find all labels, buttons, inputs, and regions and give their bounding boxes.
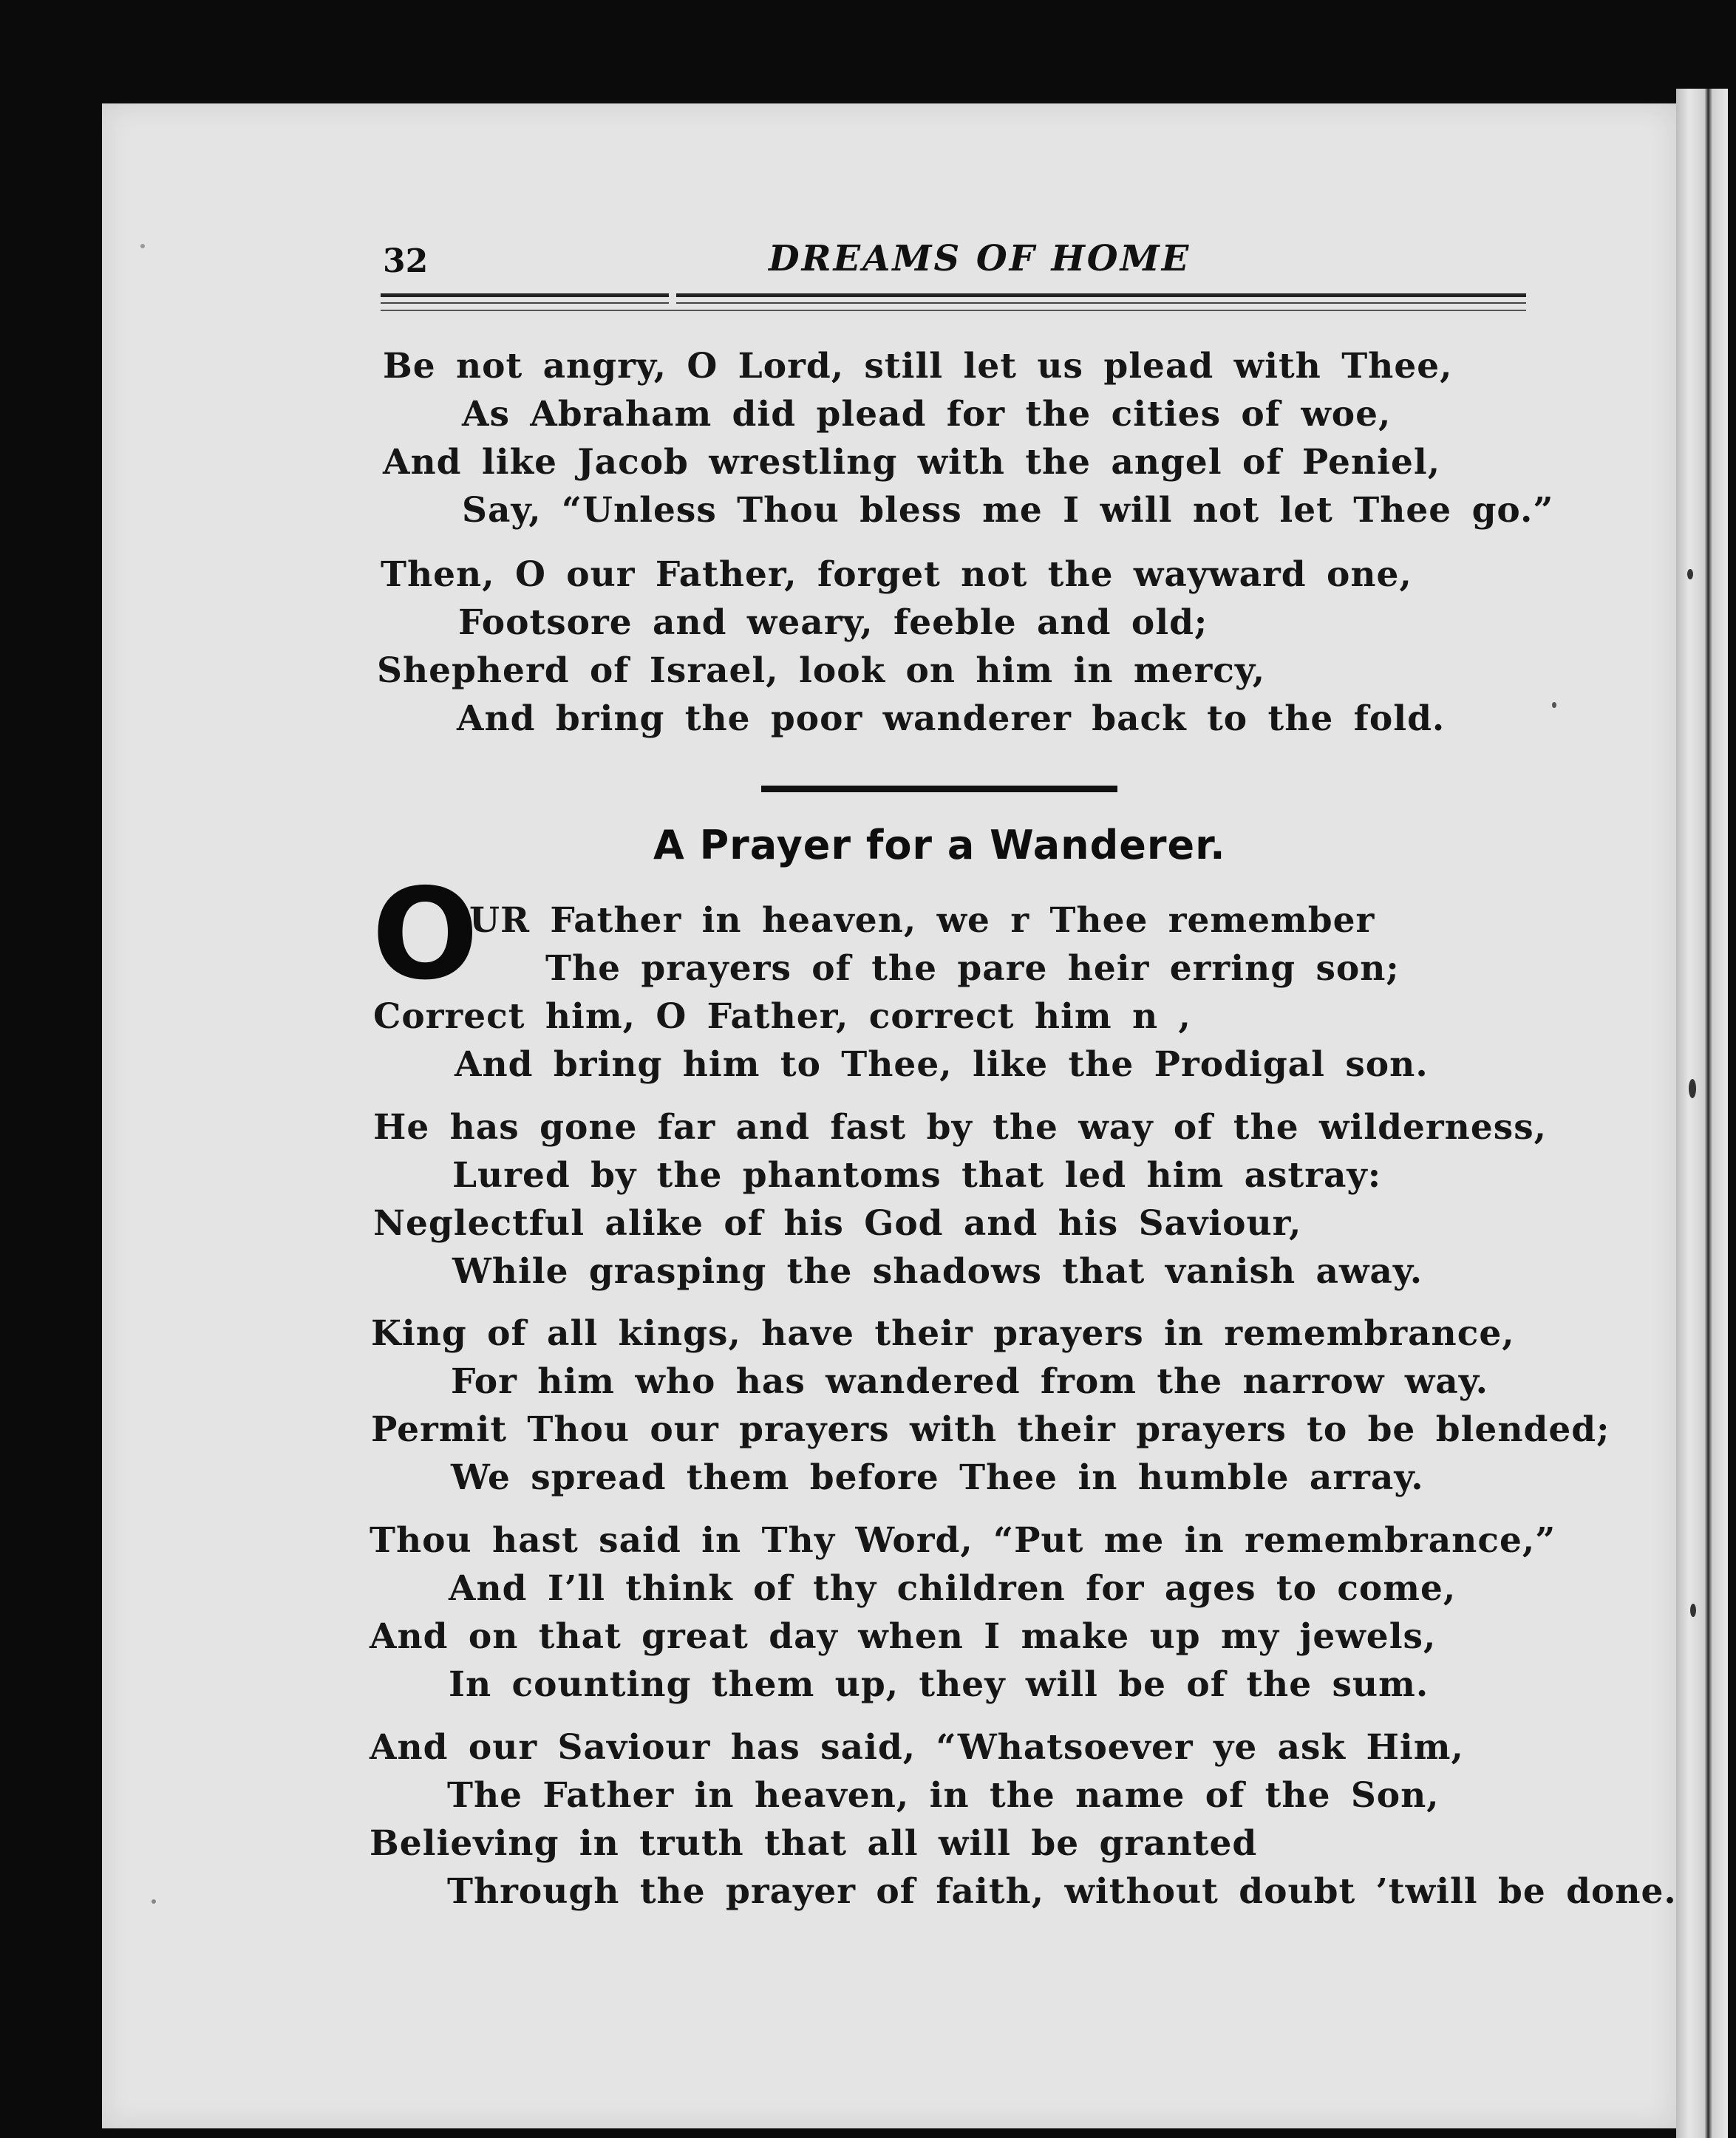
scan-speck — [1690, 1604, 1696, 1617]
poem-line: Footsore and weary, feeble and old; — [458, 602, 1208, 643]
poem-line: Say, “Unless Thou bless me I will not let Thee go.” — [462, 490, 1554, 531]
poem-line: King of all kings, have their prayers in remembrance, — [371, 1313, 1515, 1354]
header-rule — [676, 302, 1526, 304]
drop-cap: O — [372, 862, 479, 1008]
poem-line: Neglectful alike of his God and his Saviour, — [373, 1203, 1302, 1244]
scan-speck — [1552, 702, 1556, 708]
scan-speck — [152, 1899, 156, 1904]
poem-line: And on that great day when I make up my jewels, — [370, 1616, 1437, 1657]
book-binding — [1676, 89, 1728, 2138]
scan-speck — [140, 244, 145, 248]
poem-line: Then, O our Father, forget not the wayward one, — [381, 554, 1412, 595]
section-divider — [761, 786, 1117, 792]
poem-line: Correct him, O Father, correct him n , — [373, 996, 1191, 1037]
poem-line: Believing in truth that all will be granted — [370, 1823, 1258, 1864]
poem-line: While grasping the shadows that vanish away. — [452, 1251, 1423, 1292]
poem-line: He has gone far and fast by the way of the wilderness, — [373, 1107, 1548, 1148]
scan-speck — [1687, 569, 1693, 579]
poem-line: And bring the poor wanderer back to the fold. — [457, 698, 1446, 739]
scan-speck — [1689, 1079, 1696, 1098]
poem-line: And bring him to Thee, like the Prodigal son. — [455, 1044, 1429, 1085]
poem-line: For him who has wandered from the narrow way. — [451, 1361, 1489, 1402]
header-rule — [381, 302, 669, 304]
poem-line: UR Father in heaven, we r Thee remember — [469, 900, 1375, 941]
poem-line: We spread them before Thee in humble array. — [451, 1457, 1424, 1498]
poem-line: Lured by the phantoms that led him astray: — [452, 1155, 1382, 1196]
poem-line: The Father in heaven, in the name of the Son, — [447, 1775, 1440, 1816]
header-rule — [676, 293, 1526, 297]
poem-line: The prayers of the pare heir erring son; — [545, 948, 1400, 989]
poem-line: Be not angry, O Lord, still let us plead with Thee, — [383, 346, 1453, 387]
poem-line: As Abraham did plead for the cities of woe, — [462, 394, 1392, 435]
poem-line: Thou hast said in Thy Word, “Put me in remembrance,” — [370, 1520, 1556, 1561]
poem-line: Through the prayer of faith, without doubt ’twill be done. — [447, 1871, 1677, 1912]
poem-line: And our Saviour has said, “Whatsoever ye ask Him, — [370, 1727, 1464, 1768]
poem-line: And I’ll think of thy children for ages to come, — [449, 1568, 1457, 1609]
running-title: DREAMS OF HOME — [769, 238, 1191, 279]
header-rule — [381, 293, 669, 297]
page-number: 32 — [383, 242, 429, 280]
poem-line: Permit Thou our prayers with their prayers to be blended; — [371, 1409, 1610, 1450]
poem-line: In counting them up, they will be of the sum. — [449, 1664, 1429, 1705]
header-rule — [381, 310, 1526, 311]
poem-line: Shepherd of Israel, look on him in mercy, — [377, 650, 1266, 691]
poem-line: And like Jacob wrestling with the angel of Peniel, — [383, 442, 1441, 483]
poem-title: A Prayer for a Wanderer. — [653, 822, 1226, 868]
